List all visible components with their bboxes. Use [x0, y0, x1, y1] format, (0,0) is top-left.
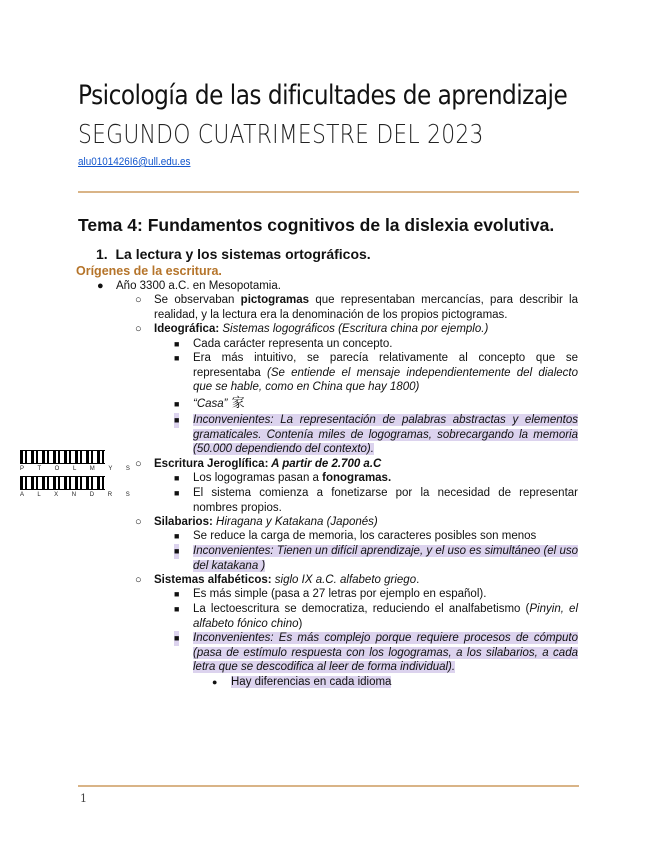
list-item: Los logogramas pasan a fonogramas.	[193, 472, 392, 484]
bullet-square: ■	[174, 399, 180, 409]
list-item: Inconvenientes: Es más complejo porque requiere procesos de cómputo (pasa de estímulo respuesta con los logogramas, a los silabarios, a cada letra que se descodifica al leer de forma individual).	[193, 632, 578, 673]
bullet-square: ■	[174, 413, 179, 428]
list-item: Escritura Jeroglífica: A partir de 2.700 a.C	[154, 458, 382, 470]
footer-divider	[78, 785, 579, 787]
list-item: Es más simple (pasa a 27 letras por ejemplo en español).	[193, 588, 487, 600]
bullet-square: ■	[174, 339, 180, 349]
list-item: Sistemas alfabéticos: siglo IX a.C. alfabeto griego.	[154, 574, 420, 586]
bullet-dot: ●	[212, 677, 218, 687]
document-subtitle: SEGUNDO CUATRIMESTRE DEL 2023	[78, 120, 484, 150]
list-item: Ideográfica: Sistemas logográficos (Escritura china por ejemplo.)	[154, 323, 489, 335]
subsection-heading: Orígenes de la escritura.	[76, 264, 222, 278]
bullet-square: ■	[174, 631, 179, 646]
bullet-square: ■	[174, 353, 180, 363]
list-item: Se observaban pictogramas que representaban mercancías, para describir la realidad, y la lectura era la denominación de los propios pictogramas.	[154, 294, 578, 321]
list-item: El sistema comienza a fonetizarse por la necesidad de representar nombres propios.	[193, 487, 578, 514]
bullet-circle: ○	[135, 458, 142, 470]
bullet-dot: ●	[97, 280, 104, 292]
list-item: Inconvenientes: Tienen un difícil aprendizaje, y el uso es simultáneo (el uso del katakana )	[193, 545, 578, 572]
list-item: Inconvenientes: La representación de palabras abstractas y elementos gramaticales. Contenía miles de logogramas, sobrecargando la memoria (50.000 dependiendo del contexto).	[193, 414, 578, 455]
bullet-square: ■	[174, 473, 180, 483]
bullet-square: ■	[174, 544, 179, 559]
section-number: 1.	[96, 246, 108, 262]
list-item: Hay diferencias en cada idioma	[231, 676, 392, 688]
bullet-circle: ○	[135, 294, 142, 306]
list-item: Cada carácter representa un concepto.	[193, 338, 393, 350]
document-title: Psicología de las dificultades de aprendizaje	[78, 80, 568, 111]
section-title: La lectura y los sistemas ortográficos.	[115, 246, 371, 262]
list-item: La lectoescritura se democratiza, reduciendo el analfabetismo (Pinyin, el alfabeto fónico chino)	[193, 603, 578, 630]
section-heading	[96, 246, 371, 262]
page-number: 1	[80, 792, 87, 805]
list-item: Era más intuitivo, se parecía relativamente al concepto que se representaba (Se entiende el mensaje independientemente del dialecto que se hable, como en China que hay 1800)	[193, 352, 578, 393]
bullet-square: ■	[174, 604, 180, 614]
hieroglyph-image-1: P T O L M Y S	[20, 450, 105, 472]
list-item: Año 3300 a.C. en Mesopotamia.	[116, 280, 281, 292]
bullet-circle: ○	[135, 323, 142, 335]
list-item: Silabarios: Hiragana y Katakana (Japonés)	[154, 516, 378, 528]
list-item: Se reduce la carga de memoria, los caracteres posibles son menos	[193, 530, 537, 542]
bullet-square: ■	[174, 488, 180, 498]
header-divider	[78, 191, 579, 193]
list-item: “Casa” 家	[193, 396, 245, 411]
bullet-square: ■	[174, 531, 180, 541]
bullet-circle: ○	[135, 574, 142, 586]
email-link[interactable]: alu0101426I6@ull.edu.es	[78, 156, 191, 168]
bullet-square: ■	[174, 589, 180, 599]
bullet-circle: ○	[135, 516, 142, 528]
hieroglyph-image-2: A L X N D R S	[20, 476, 105, 498]
tema-heading: Tema 4: Fundamentos cognitivos de la dislexia evolutiva.	[78, 215, 555, 235]
